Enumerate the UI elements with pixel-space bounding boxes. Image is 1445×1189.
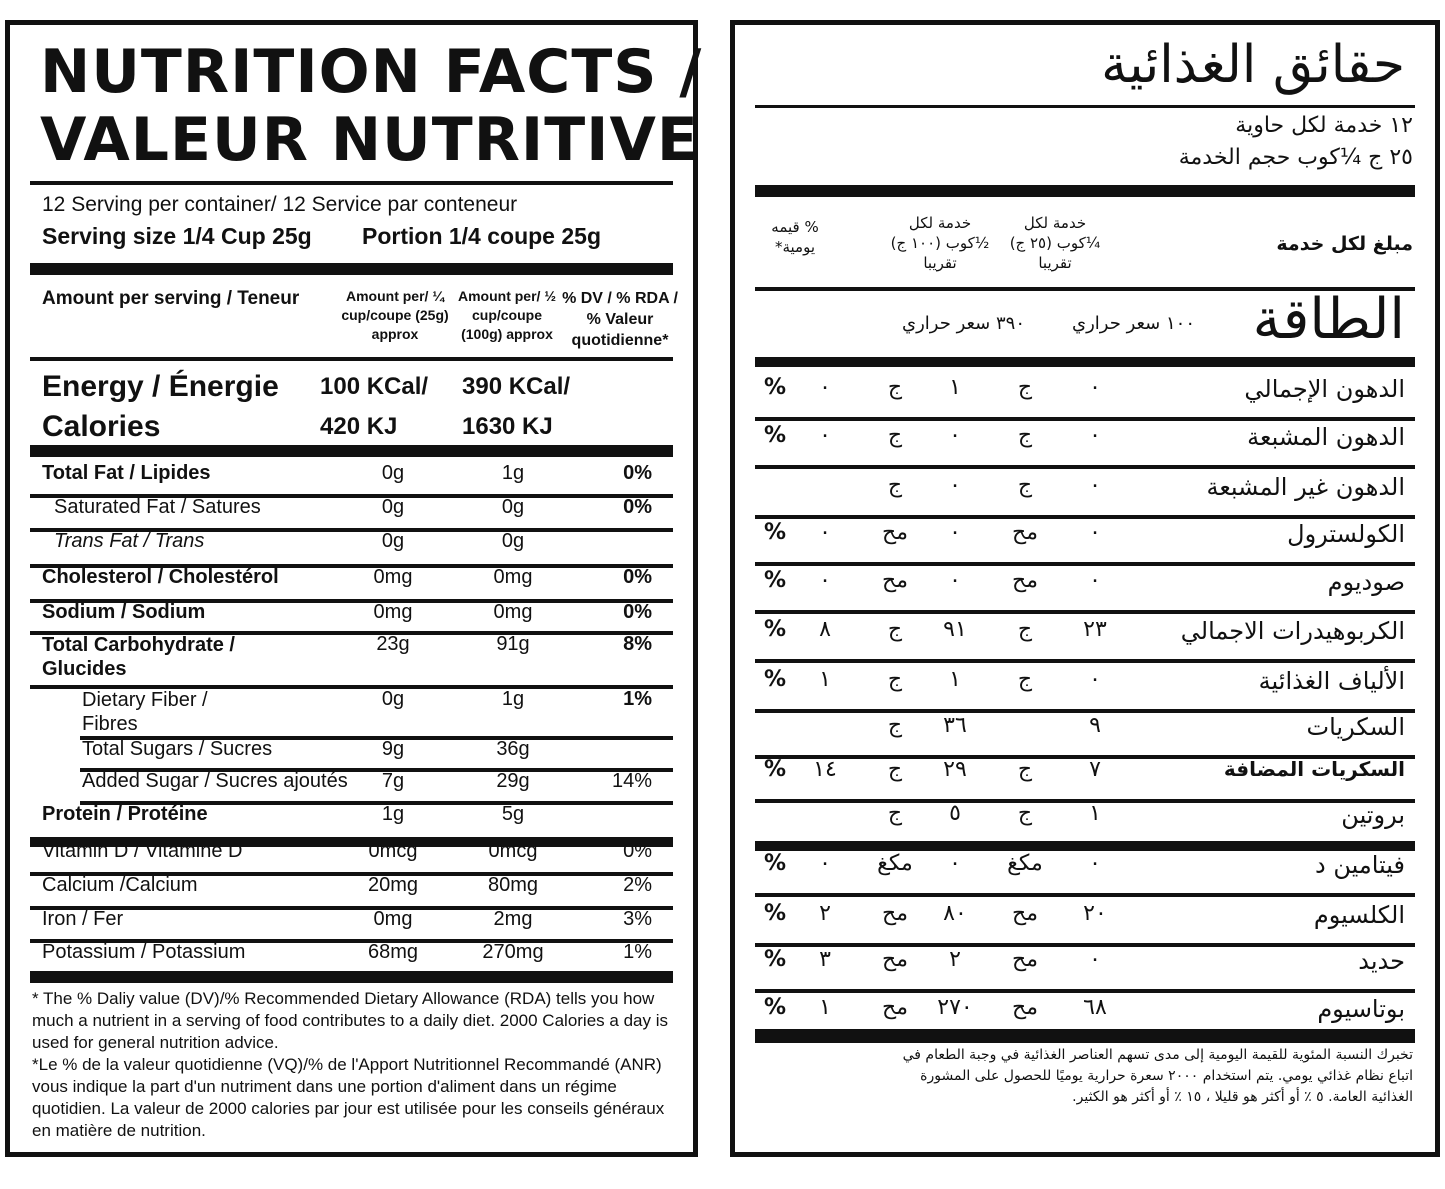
nutrient-amount-col1: 7g	[381, 770, 405, 792]
nutrient-label-arabic: بروتين	[1341, 801, 1405, 829]
nutrient-label: Potassium / Potassium	[42, 941, 246, 963]
nutrient-unit-col1-arabic: مح	[1012, 901, 1038, 926]
nutrient-amount-col2-arabic: ٨٠	[943, 901, 967, 926]
nutrient-daily-value: 14%	[611, 770, 652, 792]
nutrient-amount-col2: 2mg	[493, 908, 533, 930]
header-amount-arabic: مبلغ لكل خدمة	[1276, 233, 1413, 255]
nutrient-amount-col2-arabic: ٥	[949, 801, 961, 826]
portion-size: Portion 1/4 coupe 25g	[362, 223, 601, 249]
divider-thick	[755, 357, 1415, 367]
nutrient-label: Vitamin D / Vitamine D	[42, 840, 243, 862]
percent-sign-arabic: %	[763, 667, 787, 692]
nutrient-amount-col2: 270mg	[482, 941, 544, 963]
energy-label: Energy / Énergie Calories	[42, 370, 279, 443]
servings-per-container-arabic: ١٢ خدمة لكل حاوية	[1235, 113, 1413, 138]
energy-col2-arabic: ٣٩٠ سعر حراري	[902, 313, 1025, 334]
nutrient-label: Saturated Fat / Satures	[54, 496, 261, 518]
nutrient-unit-col2-arabic: ج	[887, 713, 903, 738]
row-divider	[755, 893, 1415, 897]
nutrient-daily-value: 0%	[623, 566, 652, 588]
serving-size: Serving size 1/4 Cup 25g	[42, 223, 312, 249]
footnote	[32, 988, 682, 1142]
nutrient-daily-value: 0%	[623, 462, 652, 484]
nutrient-amount-col2: 91g	[496, 633, 530, 655]
nutrient-daily-value-arabic: ٠	[819, 851, 831, 876]
row-divider	[755, 659, 1415, 663]
nutrient-label: Protein / Protéine	[42, 803, 208, 825]
nutrient-label-arabic: حديد	[1358, 947, 1405, 975]
nutrient-daily-value-arabic: ٠	[819, 568, 831, 593]
nutrient-amount-col2-arabic: ١	[949, 667, 961, 692]
energy-label-arabic: الطاقة	[1252, 287, 1405, 352]
nutrient-label-arabic: الألياف الغذائية	[1258, 667, 1405, 695]
footnote-arabic: تخبرك النسبة المئوية للقيمة اليومية إلى مدى تسهم العناصر الغذائية في وجبة الطعام في اتباع نظام غذائي يومي. يتم استخدام ٢٠٠٠ سعرة حرارية يوميًا للحصول على المشورة الغذائية العامة. ٥ ٪ أو أكثر هو قليلا ، ١٥ ٪ أو أكثر هو الكثير.	[902, 1047, 1413, 1105]
divider	[755, 105, 1415, 108]
nutrient-unit-col2-arabic: مح	[882, 947, 908, 972]
nutrient-amount-col1: 1g	[381, 803, 405, 825]
footnote-english: * The % Daliy value (DV)/% Recommended Dietary Allowance (RDA) tells you how much a nutrient in a serving of food contributes to a daily diet. 2000 Calories a day is used for general nutrition advice.	[32, 989, 668, 1052]
nutrient-amount-col2: 5g	[501, 803, 525, 825]
nutrient-amount-col2-arabic: ٠	[949, 568, 961, 593]
nutrient-unit-col2-arabic: ج	[887, 801, 903, 826]
nutrient-amount-col1: 0g	[381, 462, 405, 484]
row-divider	[755, 989, 1415, 993]
nutrient-label: Total Carbohydrate / Glucides	[42, 634, 235, 680]
nutrition-panel-english	[5, 20, 703, 1157]
nutrient-daily-value-arabic: ٠	[819, 520, 831, 545]
nutrient-amount-col1-arabic: ٢٠	[1083, 901, 1107, 926]
nutrient-daily-value-arabic: ٣	[819, 947, 831, 972]
header-daily-value: % DV / % RDA / % Valeur quotidienne*	[562, 290, 678, 349]
nutrient-amount-col1-arabic: ٠	[1089, 568, 1101, 593]
nutrient-label-arabic: الدهون المشبعة	[1247, 423, 1405, 451]
nutrient-unit-col1-arabic: ج	[1017, 801, 1033, 826]
nutrient-label: Total Sugars / Sucres	[82, 738, 273, 760]
nutrient-unit-col2-arabic: ج	[887, 473, 903, 498]
nutrient-unit-col1-arabic: ج	[1017, 473, 1033, 498]
nutrient-daily-value: 2%	[623, 874, 652, 896]
nutrient-amount-col1: 20mg	[367, 874, 419, 896]
row-divider	[755, 515, 1415, 519]
nutrient-label-arabic: الدهون غير المشبعة	[1206, 473, 1405, 501]
nutrient-daily-value: 3%	[623, 908, 652, 930]
nutrient-label: Dietary Fiber / Fibres	[82, 689, 208, 735]
nutrient-amount-col2: 0mcg	[488, 840, 538, 862]
header-col2: Amount per/ ½ cup/coupe (100g) approx	[457, 288, 556, 342]
nutrient-unit-col1-arabic: ج	[1017, 667, 1033, 692]
nutrient-unit-col1-arabic: مح	[1012, 520, 1038, 545]
nutrient-amount-col2-arabic: ٩١	[943, 617, 967, 642]
nutrient-amount-col1: 0mcg	[368, 840, 418, 862]
nutrient-unit-col2-arabic: مح	[882, 901, 908, 926]
nutrient-unit-col1-arabic: ج	[1017, 375, 1033, 400]
nutrient-unit-col2-arabic: مح	[882, 520, 908, 545]
nutrient-amount-col2-arabic: ٢٧٠	[937, 995, 973, 1020]
nutrient-daily-value: 8%	[623, 633, 652, 655]
nutrient-label-arabic: الكربوهيدرات الاجمالي	[1180, 617, 1405, 645]
nutrient-unit-col1-arabic: ج	[1017, 423, 1033, 448]
row-divider	[755, 841, 1415, 851]
servings-per-container: 12 Serving per container/ 12 Service par conteneur	[42, 193, 518, 216]
nutrient-amount-col1-arabic: ٧	[1089, 757, 1101, 782]
nutrient-unit-col2-arabic: مكغ	[877, 851, 913, 876]
nutrient-daily-value-arabic: ٠	[819, 423, 831, 448]
nutrient-label: Iron / Fer	[42, 908, 124, 930]
row-divider	[755, 562, 1415, 566]
divider-thick	[30, 263, 673, 275]
nutrient-amount-col2-arabic: ٠	[949, 520, 961, 545]
nutrient-label-arabic: فيتامين د	[1315, 851, 1405, 879]
energy-col2: 390 KCal/ 1630 KJ	[462, 373, 571, 440]
nutrient-amount-col1-arabic: ٠	[1089, 947, 1101, 972]
nutrient-amount-col2: 1g	[501, 462, 525, 484]
nutrient-unit-col2-arabic: ج	[887, 757, 903, 782]
nutrient-amount-col1-arabic: ٠	[1089, 473, 1101, 498]
nutrient-unit-col1-arabic: ج	[1017, 617, 1033, 642]
nutrient-amount-col1-arabic: ٢٣	[1083, 617, 1107, 642]
nutrient-daily-value: 0%	[623, 496, 652, 518]
nutrient-amount-col2-arabic: ١	[949, 375, 961, 400]
header-dv-arabic: % قيمه يومية*	[771, 218, 819, 256]
nutrient-amount-col1-arabic: ٠	[1089, 375, 1101, 400]
header-amount-per-serving: Amount per serving / Teneur	[42, 288, 300, 309]
divider-thick	[755, 185, 1415, 197]
percent-sign-arabic: %	[763, 423, 787, 448]
nutrient-amount-col2-arabic: ٢٩	[943, 757, 967, 782]
nutrient-unit-col2-arabic: مح	[882, 995, 908, 1020]
percent-sign-arabic: %	[763, 947, 787, 972]
nutrient-unit-col2-arabic: ج	[887, 375, 903, 400]
nutrient-daily-value-arabic: ١	[819, 995, 831, 1020]
nutrient-daily-value-arabic: ١٤	[813, 757, 837, 782]
nutrient-amount-col2-arabic: ٠	[949, 473, 961, 498]
percent-sign-arabic: %	[763, 901, 787, 926]
nutrient-unit-col1-arabic: ج	[1017, 757, 1033, 782]
nutrient-label-arabic: السكريات	[1306, 713, 1405, 741]
nutrient-amount-col2: 1g	[501, 688, 525, 710]
serving-size-arabic: ٢٥ ج ¼كوب حجم الخدمة	[1178, 145, 1413, 170]
nutrient-amount-col1: 0mg	[373, 908, 413, 930]
header-col1: Amount per/ ¼ cup/coupe (25g) approx	[341, 288, 449, 342]
nutrient-amount-col1-arabic: ٠	[1089, 667, 1101, 692]
panel-title-line2: VALEUR NUTRITIVE	[40, 105, 699, 175]
percent-sign-arabic: %	[763, 375, 787, 400]
nutrient-daily-value-arabic: ٠	[819, 375, 831, 400]
nutrient-amount-col1: 0g	[381, 688, 405, 710]
nutrient-amount-col1: 68mg	[367, 941, 419, 963]
nutrient-amount-col1-arabic: ٠	[1089, 520, 1101, 545]
nutrient-label: Added Sugar / Sucres ajoutés	[82, 770, 348, 792]
energy-col1-arabic: ١٠٠ سعر حراري	[1072, 313, 1195, 334]
nutrient-label-arabic: الكولسترول	[1287, 520, 1405, 548]
nutrient-unit-col1-arabic: مح	[1012, 568, 1038, 593]
nutrient-amount-col1: 0mg	[373, 601, 413, 623]
nutrient-amount-col1-arabic: ٠	[1089, 423, 1101, 448]
nutrient-amount-col2: 0g	[501, 496, 525, 518]
nutrient-amount-col1: 9g	[381, 738, 405, 760]
nutrient-amount-col2-arabic: ٠	[949, 423, 961, 448]
nutrient-amount-col2: 29g	[496, 770, 530, 792]
nutrient-label: Total Fat / Lipides	[42, 462, 211, 484]
percent-sign-arabic: %	[763, 617, 787, 642]
nutrient-label-arabic: صوديوم	[1327, 568, 1405, 596]
nutrient-amount-col2-arabic: ٣٦	[943, 713, 967, 738]
footnote-french: *Le % de la valeur quotidienne (VQ)/% de l'Apport Nutritionnel Recommandé (ANR) vous indique la part d'un nutriment dans une portion d'aliment dans un régime quotidien. La valeur de 2000 calories par jour est utilisée pour les conseils généraux en matière de nutrition.	[32, 1055, 665, 1140]
nutrient-amount-col1: 0g	[381, 496, 405, 518]
nutrient-amount-col1: 0mg	[373, 566, 413, 588]
nutrient-amount-col1-arabic: ٦٨	[1083, 995, 1107, 1020]
header-col1-arabic: خدمة لكل ¼كوب (٢٥ ج) تقريبا	[1009, 214, 1101, 272]
nutrient-label-arabic: بوتاسيوم	[1317, 995, 1405, 1023]
nutrient-label-arabic: الدهون الإجمالي	[1244, 375, 1405, 403]
nutrient-daily-value: 0%	[623, 601, 652, 623]
nutrient-unit-col1-arabic: مح	[1012, 995, 1038, 1020]
row-divider	[755, 417, 1415, 421]
nutrient-amount-col1-arabic: ٩	[1089, 713, 1101, 738]
energy-col1: 100 KCal/ 420 KJ	[320, 373, 429, 440]
panel-title-arabic: حقائق الغذائية	[1101, 35, 1405, 95]
nutrient-unit-col2-arabic: ج	[887, 423, 903, 448]
nutrient-label-arabic: السكريات المضافة	[1223, 757, 1405, 781]
percent-sign-arabic: %	[763, 520, 787, 545]
nutrient-unit-col2-arabic: ج	[887, 667, 903, 692]
percent-sign-arabic: %	[763, 995, 787, 1020]
nutrient-label: Cholesterol / Cholestérol	[42, 566, 279, 588]
nutrient-amount-col2: 36g	[496, 738, 530, 760]
nutrient-daily-value: 0%	[623, 840, 652, 862]
nutrient-daily-value: 1%	[623, 688, 652, 710]
nutrient-unit-col1-arabic: مكغ	[1007, 851, 1043, 876]
nutrition-panel-arabic	[730, 20, 1440, 1157]
nutrient-unit-col2-arabic: ج	[887, 617, 903, 642]
nutrient-daily-value-arabic: ١	[819, 667, 831, 692]
nutrient-amount-col2: 0mg	[493, 601, 533, 623]
nutrient-amount-col2: 0mg	[493, 566, 533, 588]
panel-title-line1: NUTRITION FACTS /	[40, 37, 703, 107]
nutrient-label: Trans Fat / Trans	[54, 530, 205, 552]
nutrient-amount-col1: 0g	[381, 530, 405, 552]
divider-thick	[30, 971, 673, 983]
nutrient-amount-col1-arabic: ١	[1089, 801, 1101, 826]
nutrient-label: Sodium / Sodium	[42, 601, 206, 623]
percent-sign-arabic: %	[763, 757, 787, 782]
divider	[30, 181, 673, 185]
nutrient-amount-col2: 80mg	[487, 874, 539, 896]
nutrient-label-arabic: الكلسيوم	[1313, 901, 1405, 929]
percent-sign-arabic: %	[763, 568, 787, 593]
nutrient-daily-value-arabic: ٢	[819, 901, 831, 926]
row-divider	[755, 465, 1415, 469]
divider-thick	[755, 1029, 1415, 1043]
divider	[30, 357, 673, 361]
row-divider	[755, 610, 1415, 614]
nutrient-unit-col2-arabic: مح	[882, 568, 908, 593]
header-col2-arabic: خدمة لكل ½كوب (١٠٠ ج) تقريبا	[890, 214, 990, 272]
divider-thick	[30, 445, 673, 457]
nutrient-unit-col1-arabic: مح	[1012, 947, 1038, 972]
nutrient-daily-value-arabic: ٨	[819, 617, 831, 642]
percent-sign-arabic: %	[763, 851, 787, 876]
nutrient-amount-col2: 0g	[501, 530, 525, 552]
nutrient-daily-value: 1%	[623, 941, 652, 963]
nutrient-amount-col1: 23g	[376, 633, 410, 655]
nutrient-label: Calcium /Calcium	[42, 874, 198, 896]
nutrient-amount-col1-arabic: ٠	[1089, 851, 1101, 876]
nutrient-amount-col2-arabic: ٠	[949, 851, 961, 876]
nutrient-amount-col2-arabic: ٢	[949, 947, 961, 972]
